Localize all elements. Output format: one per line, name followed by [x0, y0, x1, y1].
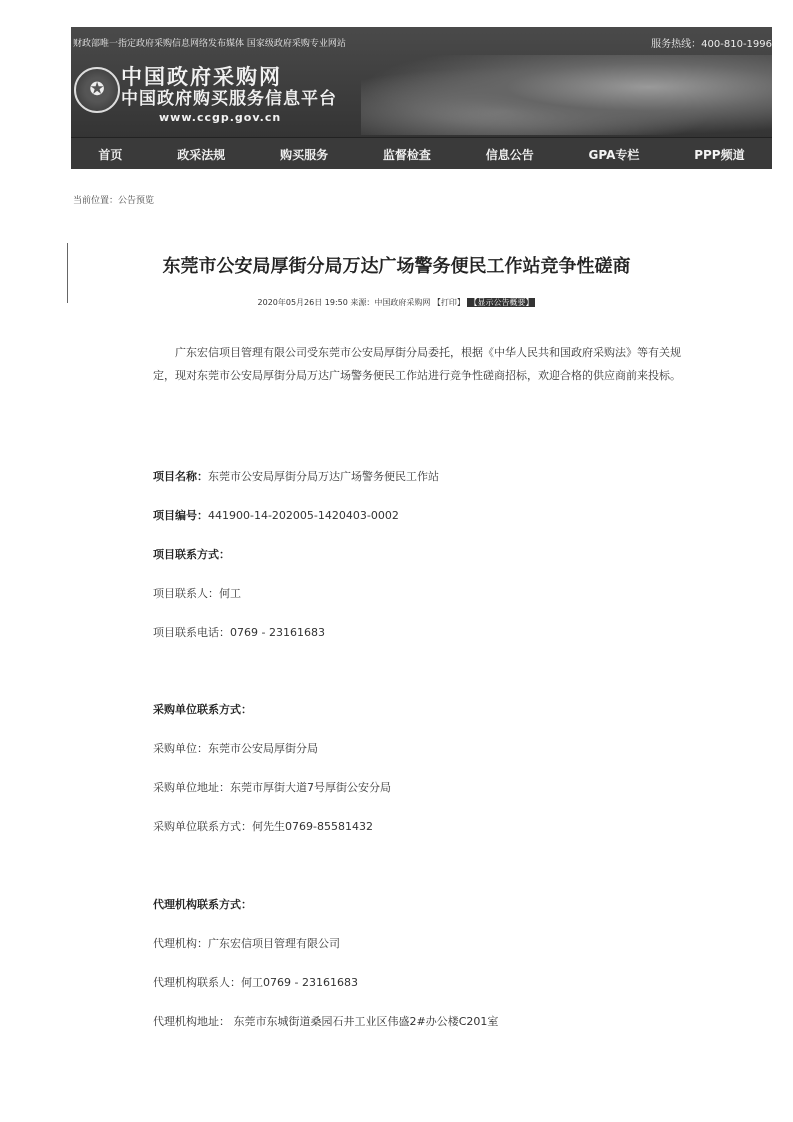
project-contact-heading: 项目联系方式： [153, 548, 230, 561]
notice-intro: 广东宏信项目管理有限公司受东莞市公安局厚街分局委托，根据《中华人民共和国政府采购法》等有关规定，现对东莞市公安局厚街分局万达广场警务便民工作站进行竞争性磋商招标，欢迎合格的供应商前来投标。 [153, 346, 681, 382]
page-title: 东莞市公安局厚街分局万达广场警务便民工作站竞争性磋商 [162, 256, 631, 277]
nav-home[interactable]: 首页 [98, 147, 123, 162]
buyer-name: 采购单位：东莞市公安局厚街分局 [153, 742, 318, 755]
agency-address: 代理机构地址： 东莞市东城街道桑园石井工业区伟盛2#办公楼C201室 [153, 1015, 499, 1028]
nav-announcements[interactable]: 信息公告 [485, 147, 534, 162]
project-name-label: 项目名称： [153, 470, 208, 483]
site-header [71, 27, 772, 169]
national-emblem-icon: ✪ [74, 67, 120, 113]
logo-subtitle: 中国政府购买服务信息平台 [121, 89, 337, 109]
agency-contact-heading: 代理机构联系方式： [153, 898, 252, 911]
nav-gpa[interactable]: GPA专栏 [588, 147, 640, 162]
project-name-value: 东莞市公安局厚街分局万达广场警务便民工作站 [208, 470, 439, 483]
site-logo[interactable] [121, 65, 337, 127]
nav-ppp[interactable]: PPP频道 [694, 147, 745, 162]
breadcrumb: 当前位置：公告预览 [73, 196, 155, 206]
project-number [153, 507, 399, 523]
agency-contact: 代理机构联系人：何工0769 - 23161683 [153, 976, 358, 989]
buyer-address: 采购单位地址：东莞市厚街大道7号厚街公安分局 [153, 781, 391, 794]
nav-purchase-services[interactable]: 购买服务 [280, 147, 329, 162]
nav-supervision[interactable]: 监督检查 [382, 147, 431, 162]
logo-title: 中国政府采购网 [121, 65, 282, 89]
notice-meta [0, 297, 793, 308]
site-tagline: 财政部唯一指定政府采购信息网络发布媒体 国家级政府采购专业网站 [73, 39, 346, 49]
show-summary-button[interactable]: 【显示公告概要】 [469, 298, 534, 307]
header-banner-image [361, 55, 772, 135]
service-hotline: 服务热线：400-810-1996 [651, 39, 772, 50]
logo-url: www.ccgp.gov.cn [159, 111, 282, 124]
project-number-label: 项目编号： [153, 509, 208, 522]
buyer-contact-heading: 采购单位联系方式： [153, 703, 252, 716]
main-nav [71, 137, 772, 169]
agency-name: 代理机构：广东宏信项目管理有限公司 [153, 937, 340, 950]
project-contact-person: 项目联系人：何工 [153, 587, 241, 600]
publish-info: 2020年05月26日 19:50 来源：中国政府采购网 [257, 298, 431, 307]
project-contact-phone: 项目联系电话：0769 - 23161683 [153, 626, 325, 639]
project-name [153, 468, 439, 484]
header-topbar [71, 27, 772, 55]
project-number-value: 441900-14-202005-1420403-0002 [208, 509, 399, 522]
print-link[interactable]: 【打印】 [432, 298, 465, 307]
buyer-contact: 采购单位联系方式：何先生0769-85581432 [153, 820, 373, 833]
nav-regulations[interactable]: 政采法规 [177, 147, 226, 162]
